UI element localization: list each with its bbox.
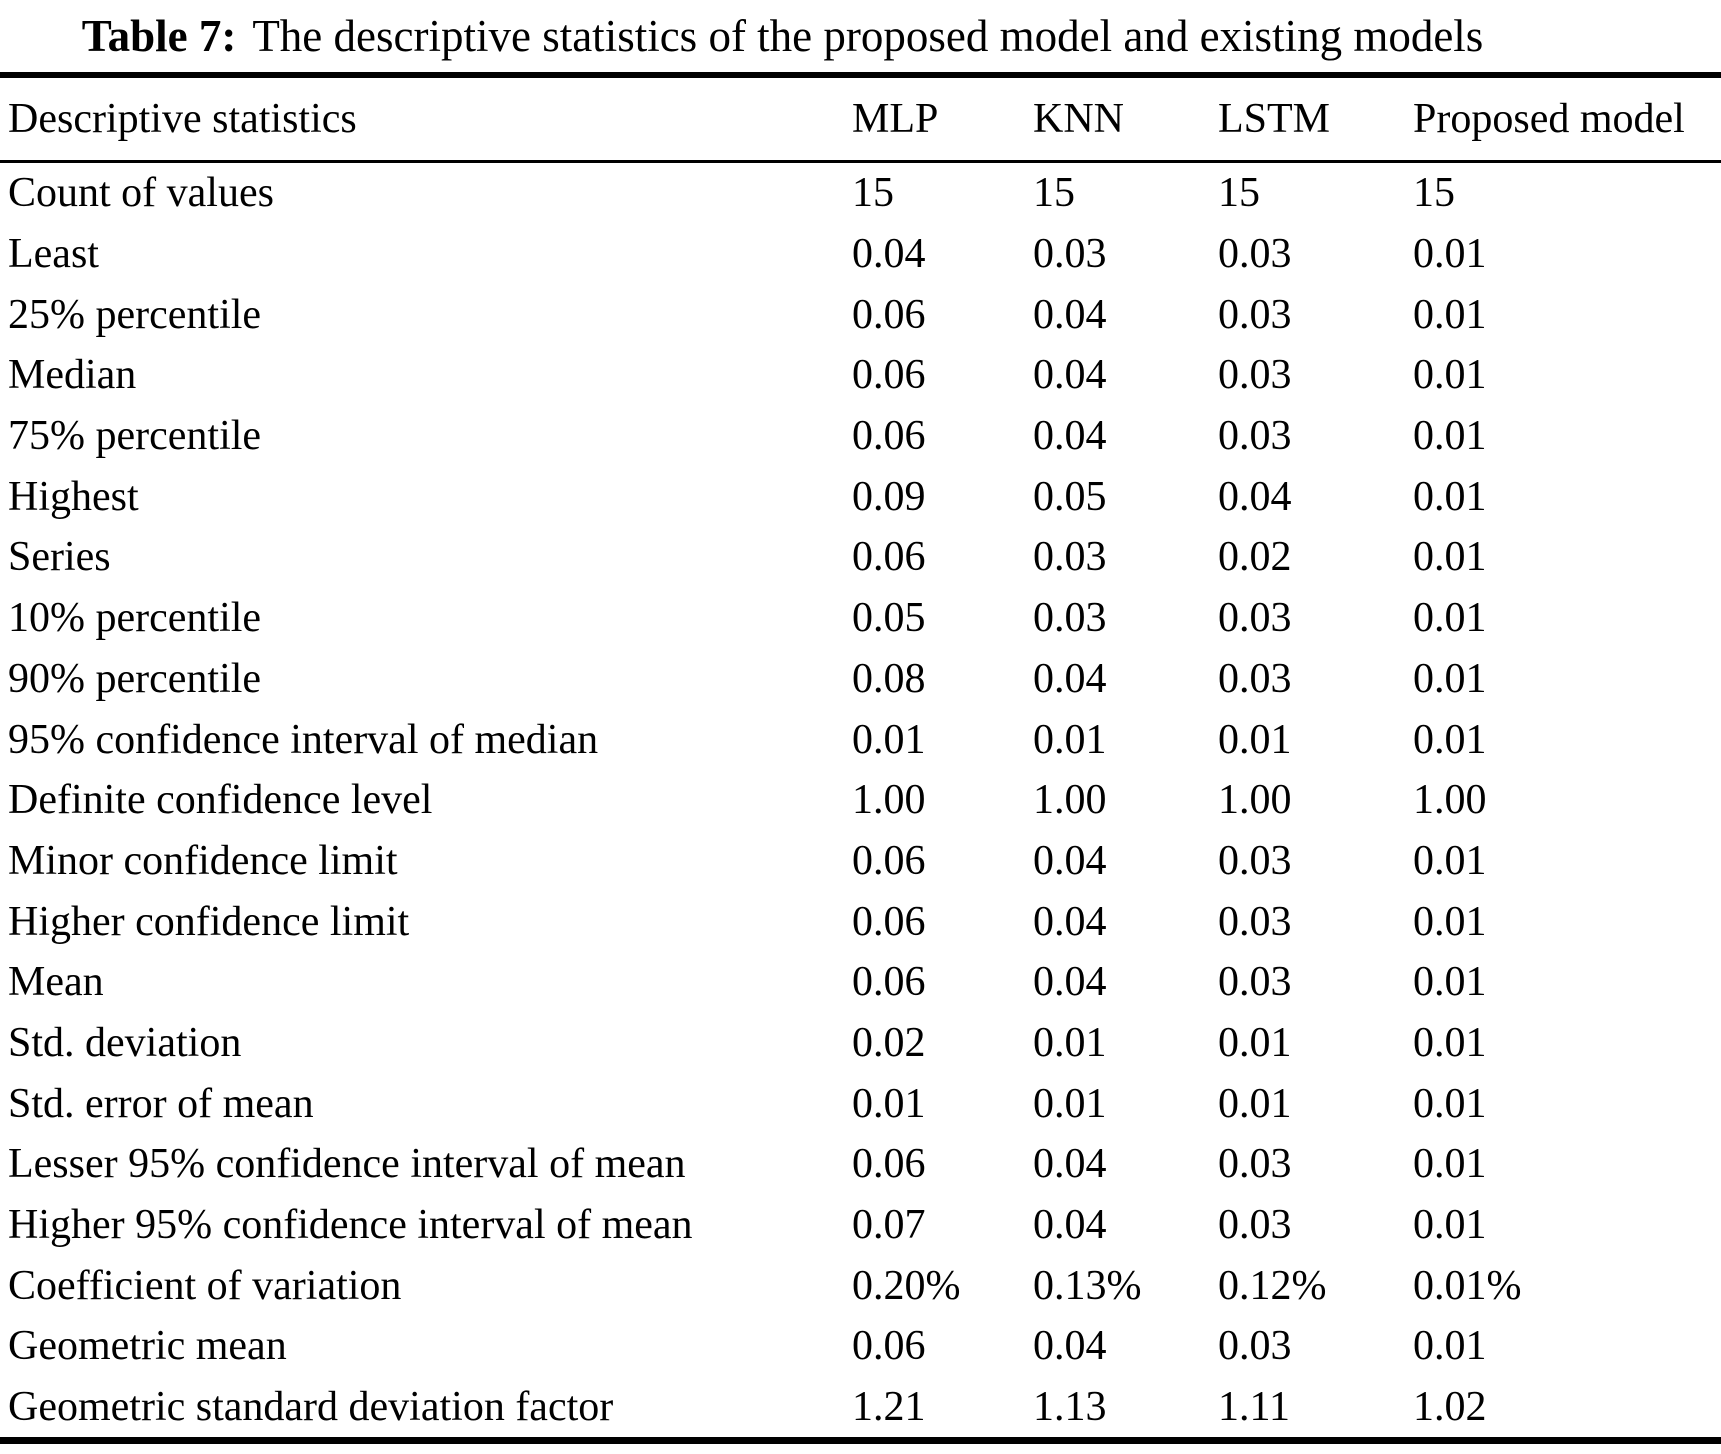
value-cell-proposed: 0.01 (1413, 1141, 1487, 1188)
value-cell-proposed: 0.01 (1413, 231, 1487, 278)
value-cell-proposed: 0.01 (1413, 716, 1487, 763)
table-row (0, 770, 1721, 831)
table-caption (0, 0, 1565, 72)
value-cell-knn: 0.01 (1033, 1080, 1107, 1127)
value-cell-knn: 0.04 (1033, 837, 1107, 884)
value-cell-lstm: 1.11 (1218, 1384, 1290, 1431)
value-cell-lstm: 0.03 (1218, 231, 1292, 278)
row-label: Mean (8, 959, 104, 1006)
row-label: 75% percentile (8, 413, 262, 460)
value-cell-mlp: 0.06 (852, 352, 926, 399)
value-cell-knn: 0.13% (1033, 1262, 1142, 1309)
value-cell-lstm: 0.02 (1218, 534, 1292, 581)
value-cell-knn: 0.04 (1033, 655, 1107, 702)
value-cell-mlp: 0.06 (852, 291, 926, 338)
value-cell-lstm: 0.01 (1218, 1080, 1292, 1127)
value-cell-proposed: 0.01 (1413, 595, 1487, 642)
value-cell-knn: 0.04 (1033, 898, 1107, 945)
table-row (0, 1255, 1721, 1316)
table-row (0, 588, 1721, 649)
value-cell-mlp: 0.06 (852, 413, 926, 460)
table-row (0, 527, 1721, 588)
row-label: Count of values (8, 170, 274, 217)
row-label: Least (8, 231, 99, 278)
column-header-lstm: LSTM (1218, 96, 1331, 142)
value-cell-proposed: 0.01 (1413, 655, 1487, 702)
table-header-row (0, 78, 1721, 160)
value-cell-mlp: 0.07 (852, 1202, 926, 1249)
value-cell-lstm: 0.12% (1218, 1262, 1327, 1309)
value-cell-proposed: 0.01 (1413, 291, 1487, 338)
value-cell-knn: 0.05 (1033, 473, 1107, 520)
table-row (0, 1377, 1721, 1438)
row-label: Std. error of mean (8, 1080, 314, 1127)
table-row (0, 345, 1721, 406)
value-cell-knn: 0.04 (1033, 352, 1107, 399)
column-header-proposed-model: Proposed model (1413, 96, 1685, 142)
value-cell-knn: 15 (1033, 170, 1075, 217)
table-row (0, 466, 1721, 527)
value-cell-mlp: 0.06 (852, 837, 926, 884)
value-cell-proposed: 0.01 (1413, 413, 1487, 460)
row-label: Series (8, 534, 111, 581)
table-row (0, 284, 1721, 345)
value-cell-lstm: 0.03 (1218, 655, 1292, 702)
table-row (0, 1316, 1721, 1377)
value-cell-lstm: 0.03 (1218, 413, 1292, 460)
value-cell-knn: 1.00 (1033, 777, 1107, 824)
value-cell-proposed: 0.01 (1413, 473, 1487, 520)
value-cell-proposed: 0.01 (1413, 898, 1487, 945)
value-cell-mlp: 0.01 (852, 1080, 926, 1127)
value-cell-proposed: 0.01 (1413, 959, 1487, 1006)
row-label: Geometric mean (8, 1323, 287, 1370)
value-cell-lstm: 0.03 (1218, 959, 1292, 1006)
value-cell-lstm: 0.03 (1218, 837, 1292, 884)
value-cell-knn: 0.04 (1033, 291, 1107, 338)
value-cell-proposed: 1.00 (1413, 777, 1487, 824)
value-cell-lstm: 0.04 (1218, 473, 1292, 520)
value-cell-proposed: 0.01 (1413, 352, 1487, 399)
value-cell-lstm: 0.03 (1218, 352, 1292, 399)
value-cell-proposed: 0.01 (1413, 1323, 1487, 1370)
value-cell-proposed: 0.01 (1413, 534, 1487, 581)
value-cell-knn: 0.04 (1033, 1202, 1107, 1249)
column-header-knn: KNN (1033, 96, 1124, 142)
value-cell-mlp: 0.06 (852, 898, 926, 945)
row-label: 25% percentile (8, 291, 262, 338)
value-cell-lstm: 0.03 (1218, 1323, 1292, 1370)
table-row (0, 831, 1721, 892)
table-row (0, 163, 1721, 224)
row-label: Minor confidence limit (8, 837, 398, 884)
value-cell-mlp: 0.04 (852, 231, 926, 278)
value-cell-lstm: 0.01 (1218, 1019, 1292, 1066)
table-row (0, 952, 1721, 1013)
value-cell-proposed: 15 (1413, 170, 1455, 217)
value-cell-lstm: 0.03 (1218, 898, 1292, 945)
value-cell-knn: 0.01 (1033, 1019, 1107, 1066)
row-label: 90% percentile (8, 655, 262, 702)
value-cell-proposed: 0.01 (1413, 1080, 1487, 1127)
row-label: Lesser 95% confidence interval of mean (8, 1141, 686, 1188)
column-header-descriptive-statistics: Descriptive statistics (8, 96, 357, 142)
row-label: 95% confidence interval of median (8, 716, 599, 763)
table-row (0, 1195, 1721, 1256)
value-cell-knn: 1.13 (1033, 1384, 1107, 1431)
value-cell-proposed: 0.01 (1413, 837, 1487, 884)
value-cell-proposed: 1.02 (1413, 1384, 1487, 1431)
row-label: 10% percentile (8, 595, 262, 642)
value-cell-proposed: 0.01 (1413, 1019, 1487, 1066)
caption-text: The descriptive statistics of the proposed model and existing models (252, 11, 1484, 61)
value-cell-mlp: 0.20% (852, 1262, 961, 1309)
table-row (0, 1013, 1721, 1074)
value-cell-mlp: 0.02 (852, 1019, 926, 1066)
table-row (0, 224, 1721, 285)
row-label: Highest (8, 473, 139, 520)
row-label: Higher 95% confidence interval of mean (8, 1202, 693, 1249)
value-cell-mlp: 0.05 (852, 595, 926, 642)
value-cell-lstm: 0.03 (1218, 291, 1292, 338)
table-row (0, 649, 1721, 710)
table-row (0, 1134, 1721, 1195)
table-row (0, 1073, 1721, 1134)
row-label: Geometric standard deviation factor (8, 1384, 614, 1431)
value-cell-mlp: 15 (852, 170, 894, 217)
column-header-mlp: MLP (852, 96, 939, 142)
value-cell-knn: 0.04 (1033, 413, 1107, 460)
value-cell-proposed: 0.01 (1413, 1202, 1487, 1249)
value-cell-mlp: 0.09 (852, 473, 926, 520)
statistics-table (0, 72, 1721, 1444)
value-cell-mlp: 0.08 (852, 655, 926, 702)
bottom-rule (0, 1437, 1721, 1444)
value-cell-mlp: 0.01 (852, 716, 926, 763)
value-cell-knn: 0.04 (1033, 1323, 1107, 1370)
value-cell-lstm: 0.03 (1218, 1141, 1292, 1188)
value-cell-mlp: 1.00 (852, 777, 926, 824)
value-cell-mlp: 0.06 (852, 534, 926, 581)
value-cell-knn: 0.04 (1033, 1141, 1107, 1188)
value-cell-lstm: 0.01 (1218, 716, 1292, 763)
value-cell-mlp: 0.06 (852, 1141, 926, 1188)
value-cell-knn: 0.03 (1033, 231, 1107, 278)
value-cell-knn: 0.03 (1033, 534, 1107, 581)
table-row (0, 891, 1721, 952)
value-cell-knn: 0.03 (1033, 595, 1107, 642)
value-cell-mlp: 1.21 (852, 1384, 926, 1431)
row-label: Coefficient of variation (8, 1262, 402, 1309)
value-cell-lstm: 1.00 (1218, 777, 1292, 824)
value-cell-proposed: 0.01% (1413, 1262, 1522, 1309)
row-label: Definite confidence level (8, 777, 433, 824)
table-row (0, 709, 1721, 770)
table-row (0, 406, 1721, 467)
value-cell-lstm: 15 (1218, 170, 1260, 217)
value-cell-mlp: 0.06 (852, 1323, 926, 1370)
value-cell-lstm: 0.03 (1218, 1202, 1292, 1249)
value-cell-mlp: 0.06 (852, 959, 926, 1006)
row-label: Std. deviation (8, 1019, 242, 1066)
value-cell-lstm: 0.03 (1218, 595, 1292, 642)
caption-label: Table 7: (81, 11, 237, 61)
row-label: Median (8, 352, 137, 399)
value-cell-knn: 0.01 (1033, 716, 1107, 763)
row-label: Higher confidence limit (8, 898, 410, 945)
value-cell-knn: 0.04 (1033, 959, 1107, 1006)
